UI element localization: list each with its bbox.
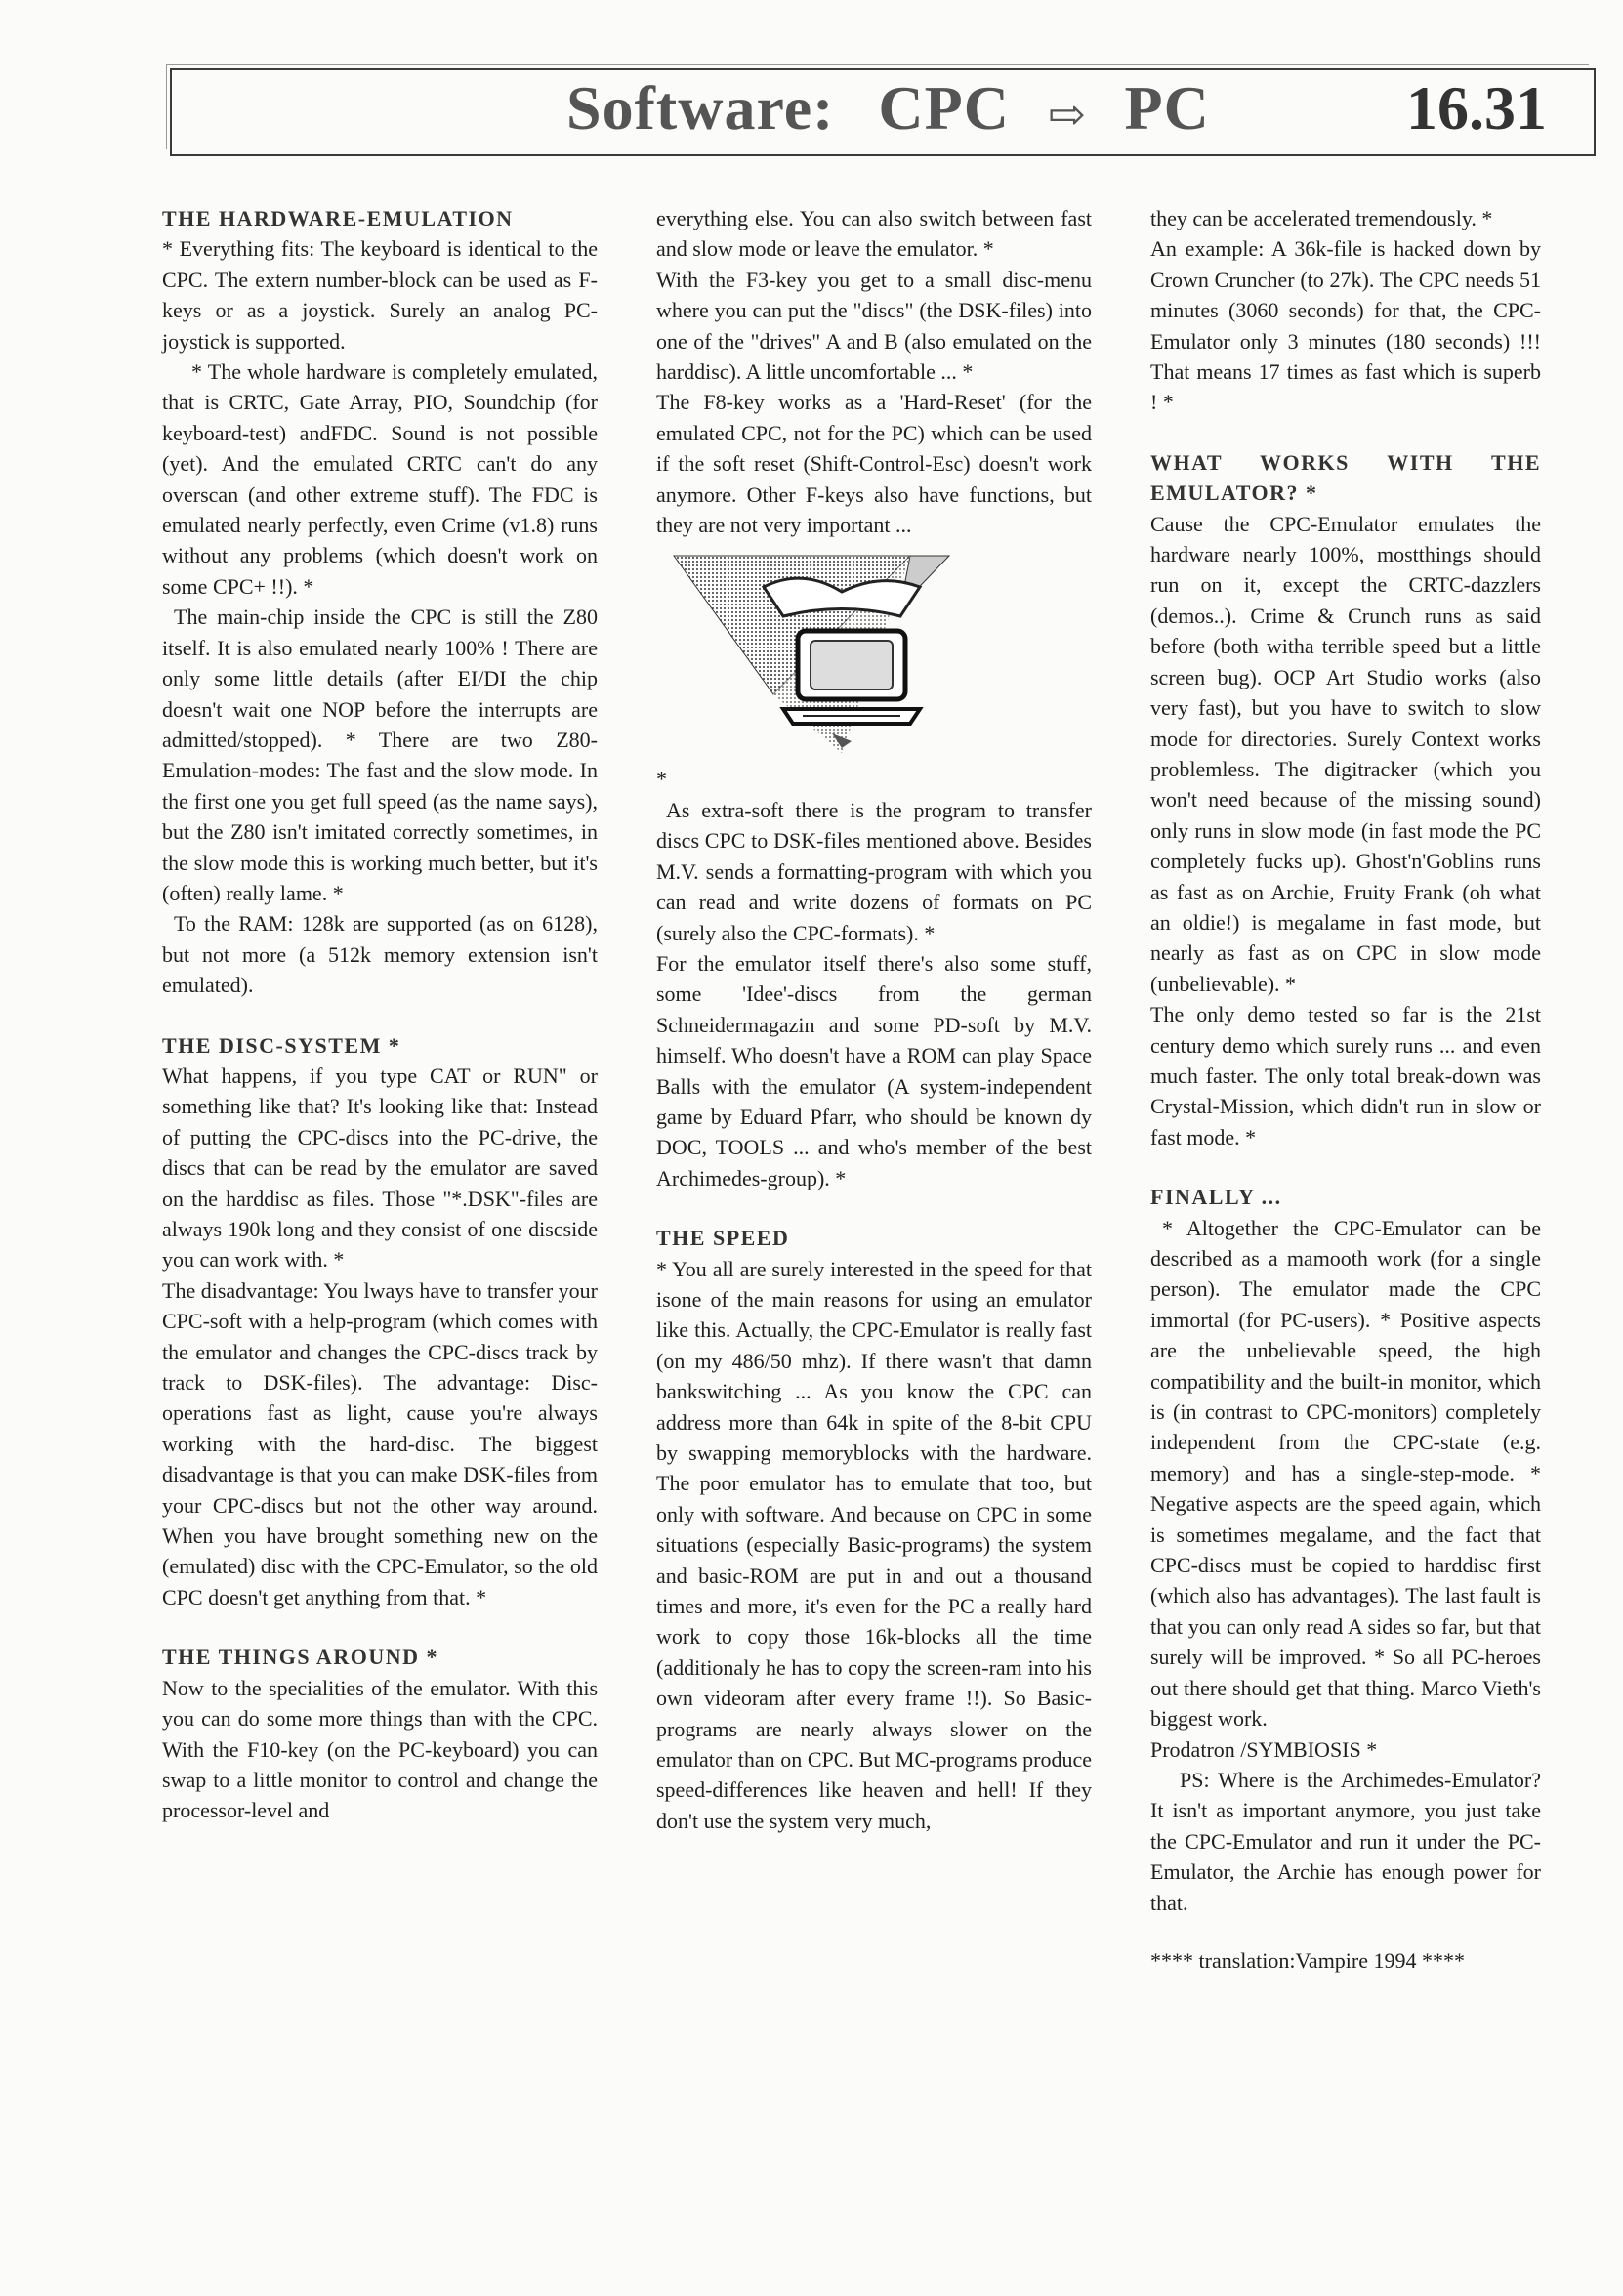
heading-things-around: THE THINGS AROUND * — [162, 1645, 438, 1670]
figure-mark: * — [656, 767, 667, 792]
paragraph: The only demo tested so far is the 21st century demo which surely runs ... and even much faster. The only total break-down was Crystal-Mission, which didn't run in slow or fast mode. * — [1150, 1002, 1541, 1149]
title-pc: PC — [1124, 73, 1210, 143]
heading-speed: THE SPEED — [656, 1226, 790, 1251]
paragraph: they can be accelerated tremendously. * — [1150, 206, 1493, 230]
translation-credit: **** translation:Vampire 1994 **** — [1150, 1947, 1466, 1973]
page-title — [566, 72, 1210, 145]
paragraph: The main-chip inside the CPC is still the Z80 itself. It is also emulated nearly 100% ! There are only some little details (after EI/DI the chip doesn't wait one NOP before the interrupts are admitted/stopped). * There are two Z80-Emulation-modes: The fast and the slow mode. In the first one you get full speed (as the name says), but the Z80 isn't imitated correctly sometimes, in the slow mode this is working much better, but it's (often) really lame. * — [162, 605, 598, 905]
computer-illustration — [656, 548, 1092, 758]
arrow-right-icon: ⇨ — [1047, 90, 1087, 141]
paragraph: The disadvantage: You lways have to transfer your CPC-soft with a help-program (which comes with the emulator and changes the CPC-discs track by track to DSK-files). The advantage: Disc-operations fast as light, cause you're always working with the hard-disc. The biggest disadvantage is that you can make DSK-files from your CPC-discs but not the other way around. When you have brought something new on the (emulated) disc with the CPC-Emulator, so the old CPC doesn't get anything from that. * — [162, 1277, 599, 1609]
heading-finally: FINALLY ... — [1150, 1185, 1282, 1210]
column-2 — [656, 203, 1092, 1836]
title-cpc: CPC — [878, 73, 1010, 143]
paragraph: To the RAM: 128k are supported (as on 6128), but not more (a 512k memory extension isn't emulated). — [162, 911, 598, 998]
column-3 — [1150, 203, 1541, 1976]
paragraph: For the emulator itself there's also some stuff, some 'Idee'-discs from the german Schneidermagazin and some PD-soft by M.V. himself. Who doesn't have a ROM can play Space Balls with the emulator (A system-independent game by Eduard Pfarr, who should be known dy DOC, TOOLS ... and who's member of the best Archimedes-group). * — [656, 950, 1092, 1190]
heading-what-works: WHAT WORKS WITH THE EMULATOR? * — [1150, 449, 1541, 506]
paragraph: The F8-key works as a 'Hard-Reset' (for the emulated CPC, not for the PC) which can be used if the soft reset (Shift-Control-Esc) doesn't work anymore. Other F-keys also have functions, but they are not very important ... — [656, 390, 1092, 538]
paragraph: everything else. You can also switch between fast and slow mode or leave the emulator. * — [656, 206, 1092, 262]
paragraph: What happens, if you type CAT or RUN" or something like that? It's looking like that: Instead of putting the CPC-discs into the PC-drive, the discs that can be read by the emulator are saved on the harddisc as files. Those "*.DSK"-files are always 190k long and they consist of one discside you can work with. * — [162, 1063, 598, 1273]
paragraph: An example: A 36k-file is hacked down by Crown Cruncher (to 27k). The CPC needs 51 minutes (3060 seconds) for that, the CPC-Emulator only 3 minutes (180 seconds) !!! That means 17 times as fast which is superb ! * — [1150, 236, 1541, 415]
paragraph: Now to the specialities of the emulator. With this you can do some more things than with the CPC. With the F10-key (on the PC-keyboard) you can swap to a little monitor to control and change the processor-level and — [162, 1675, 598, 1823]
paragraph: PS: Where is the Archimedes-Emulator? It isn't as important anymore, you just take the CPC-Emulator and run it under the PC-Emulator, the Archie has enough power for that. — [1150, 1767, 1541, 1915]
paragraph: * Altogether the CPC-Emulator can be described as a mamooth work (for a single person). The emulator made the CPC immortal (for PC-users). * Positive aspects are the unbelievable speed, the high compatibility and the built-in monitor, which is (in contrast to CPC-monitors) completely independent from the CPC-state (e.g. memory) and has a single-step-mode. * Negative aspects are the speed again, which is sometimes megalame, and the fact that CPC-discs must be copied to harddisc first (which also has advantages). The last fault is that you can only read A sides so far, but that surely will be improved. * So all PC-heroes out there should get that thing. Marco Vieth's biggest work. — [1150, 1215, 1541, 1732]
paragraph: Cause the CPC-Emulator emulates the hardware nearly 100%, mostthings should run on it, except the CRTC-dazzlers (demos..). Crime & Crunch runs as said before (both witha terrible speed but a little screen bug). OCP Art Studio works (also very fast), but you have to switch to slow mode for directories. Surely Context works problemless. The digitracker (which you won't need because of the missing sound) only runs in slow mode (in fast mode the PC completely fucks up). Ghost'n'Goblins runs as fast as on Archie, Fruity Frank (oh what an oldie!) is megalame in fast mode, but nearly as fast as on CPC in slow mode (unbelievable). * — [1150, 511, 1541, 996]
paragraph: * The whole hardware is completely emulated, that is CRTC, Gate Array, PIO, Soundchip (for keyboard-test) andFDC. Sound is not possible (yet). And the emulated CRTC can't do any overscan (and other extreme stuff). The FDC is emulated nearly perfectly, even Crime (v1.8) runs without any problems (which doesn't work on some CPC+ !!). * — [162, 359, 598, 599]
paragraph: As extra-soft there is the program to transfer discs CPC to DSK-files mentioned above. Besides M.V. sends a formatting-program with which you can read and write dozens of formats on PC (surely also the CPC-formats). * — [656, 797, 1092, 945]
heading-hardware-emulation: THE HARDWARE-EMULATION — [162, 206, 514, 230]
paragraph: * You all are surely interested in the speed for that isone of the main reasons for using an emulator like this. Actually, the CPC-Emulator is really fast (on my 486/50 mhz). If there wasn't that damn bankswitching ... As you know the CPC can address more than 64k in spite of the 8-bit CPU by swapping memoryblocks with the hardware. The poor emulator has to emulate that too, but only with software. And because on CPC in some situations (especially Basic-programs) the system and basic-ROM are put in and out a thousand times and more, it's even for the PC a really hard work to copy those 16k-blocks all the time (additionaly he has to copy the screen-ram into his own videoram after every frame !!). So Basic-programs are nearly always slower on the emulator than on CPC. But MC-programs produce speed-differences like heaven and hell! If they don't use the system very much, — [656, 1256, 1092, 1833]
monitor-icon — [656, 548, 1092, 758]
paragraph: * Everything fits: The keyboard is identical to the CPC. The extern number-block can be used as F-keys or as a joystick. Surely an analog PC-joystick is supported. — [162, 236, 598, 354]
page-number: 16.31 — [1406, 73, 1547, 143]
heading-disc-system: THE DISC-SYSTEM * — [162, 1032, 401, 1058]
author-signature: Prodatron /SYMBIOSIS * — [1150, 1736, 1378, 1762]
title-software: Software: — [566, 73, 835, 143]
paragraph: With the F3-key you get to a small disc-menu where you can put the "discs" (the DSK-files) into one of the "drives" A and B (also emulated on the harddisc). A little uncomfortable ... * — [656, 267, 1092, 385]
column-1 — [162, 203, 598, 1826]
